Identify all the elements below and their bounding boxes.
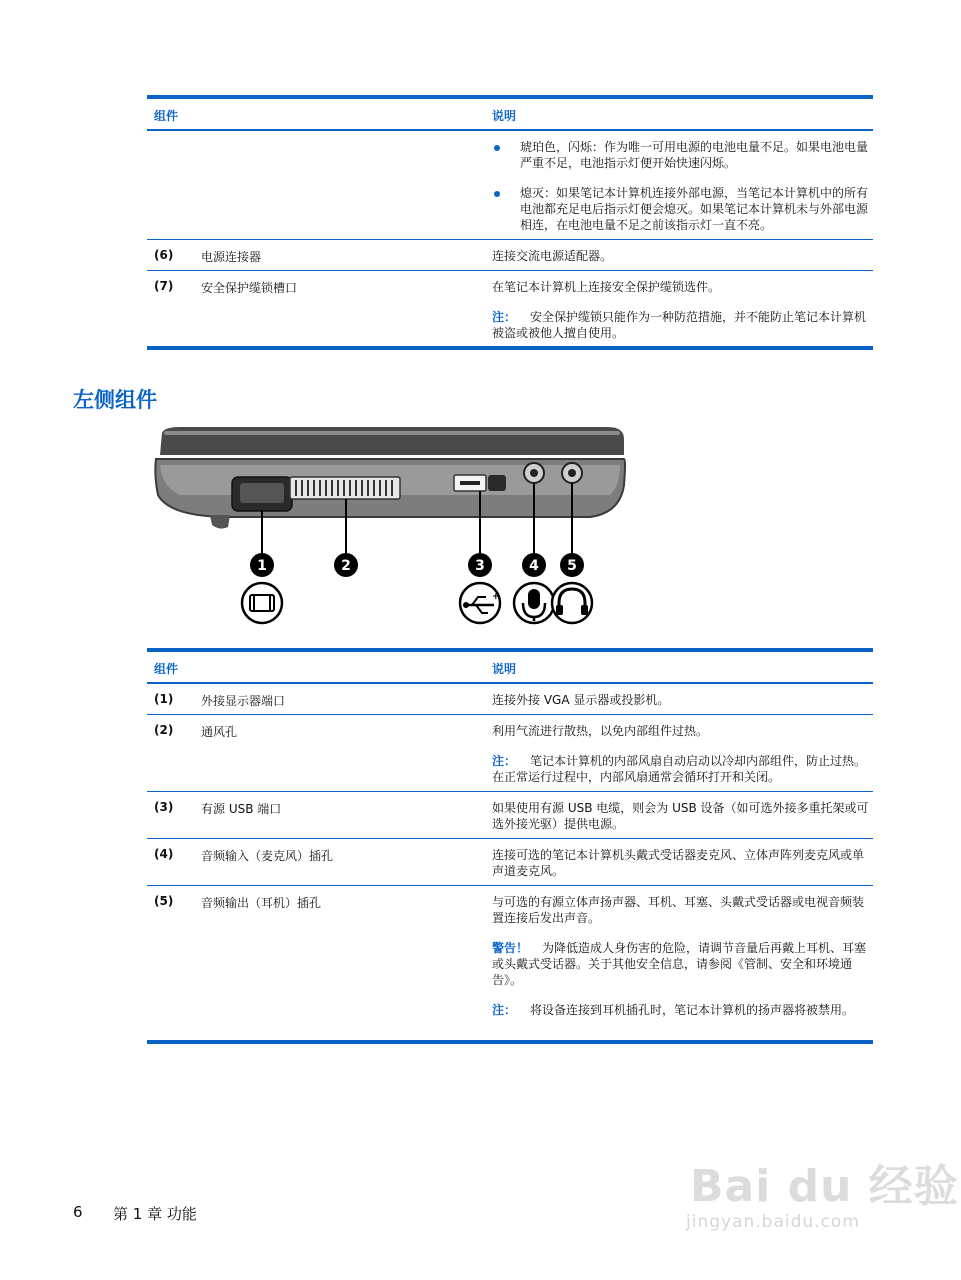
row-desc: 连接交流电源适配器。 <box>492 249 613 263</box>
row-number: (6) <box>154 248 174 262</box>
note-label: 注： <box>492 1003 517 1017</box>
svg-text:3: 3 <box>475 558 485 574</box>
note <box>492 753 870 785</box>
note-text: 笔记本计算机的内部风扇自动启动以冷却内部组件，防止过热。在正常运行过程中，内部风扇通常会循环打开和关闭。 <box>492 754 867 784</box>
list-item: 琥珀色，闪烁：作为唯一可用电源的电池电量不足。如果电池电量严重不足，电池指示灯便开始快速闪烁。 <box>492 139 870 171</box>
section-title: 左侧组件 <box>73 388 157 412</box>
page-number: 6 <box>73 1203 83 1221</box>
note <box>492 1002 870 1018</box>
table-row <box>147 240 873 271</box>
callout-1 <box>250 553 274 577</box>
svg-text:4: 4 <box>529 558 539 574</box>
list-item: 熄灭：如果笔记本计算机连接外部电源，当笔记本计算机中的所有电池都充足电后指示灯便会熄灭。如果笔记本计算机未与外部电源相连，在电池电量不足之前该指示灯一直不亮。 <box>492 185 870 233</box>
header-description: 说明 <box>492 662 517 676</box>
svg-text:5: 5 <box>567 558 577 574</box>
svg-text:+: + <box>492 592 500 602</box>
svg-text:1: 1 <box>257 558 267 574</box>
monitor-port-icon <box>242 583 282 623</box>
usb-icon <box>460 583 500 623</box>
baidu-watermark-url: jingyan.baidu.com <box>686 1212 860 1232</box>
lid-highlight <box>164 431 620 435</box>
table-row <box>147 684 873 715</box>
row-name: 外接显示器端口 <box>201 694 286 708</box>
row-name: 安全保护缆锁槽口 <box>201 281 298 295</box>
row-number: (5) <box>154 894 174 908</box>
headphone-icon <box>552 583 592 623</box>
row-name: 音频输出（耳机）插孔 <box>201 896 322 910</box>
warning <box>492 940 870 988</box>
row-desc: 如果使用有源 USB 电缆，则会为 USB 设备（如可选外接多重托架或可选外接光驱）提供电源。 <box>492 801 869 831</box>
note-text: 安全保护缆锁只能作为一种防范措施，并不能防止笔记本计算机被盗或被他人擅自使用。 <box>492 310 867 340</box>
warning-text: 为降低造成人身伤害的危险，请调节音量后再戴上耳机、耳塞或头戴式受话器。关于其他安全信息，请参阅《管制、安全和环境通告》。 <box>492 941 867 987</box>
row-desc: 与可选的有源立体声扬声器、耳机、耳塞、头戴式受话器或电视音频装置连接后发出声音。 <box>492 895 865 925</box>
table-row <box>147 839 873 886</box>
callout-4 <box>522 553 546 577</box>
left-components-table <box>147 648 873 1044</box>
table-header <box>147 99 873 131</box>
table-row <box>147 715 873 792</box>
microphone-icon <box>514 583 554 623</box>
row-number: (4) <box>154 847 174 861</box>
row-desc: 连接可选的笔记本计算机头戴式受话器麦克风、立体声阵列麦克风或单声道麦克风。 <box>492 848 865 878</box>
table-bottom-rule <box>147 1040 873 1044</box>
table-row <box>147 131 873 240</box>
chapter-title: 第 1 章 功能 <box>113 1205 197 1223</box>
table-bottom-rule <box>147 346 873 350</box>
row-name: 电源连接器 <box>201 250 262 264</box>
laptop-left-side-figure <box>150 425 630 630</box>
table-row <box>147 886 873 1040</box>
bullet-icon <box>494 145 500 151</box>
svg-text:2: 2 <box>341 558 351 574</box>
callout-2 <box>334 553 358 577</box>
callout-5 <box>560 553 584 577</box>
header-description: 说明 <box>492 109 517 123</box>
laptop-foot <box>210 515 230 529</box>
row-number: (1) <box>154 692 174 706</box>
warning-label: 警告！ <box>492 941 529 955</box>
table-row <box>147 271 873 346</box>
row-name: 通风孔 <box>201 725 238 739</box>
callout-3 <box>468 553 492 577</box>
row-number: (2) <box>154 723 174 737</box>
note-label: 注： <box>492 310 517 324</box>
table-header <box>147 652 873 684</box>
row-number: (7) <box>154 279 174 293</box>
row-desc: 利用气流进行散热，以免内部组件过热。 <box>492 724 709 738</box>
bullet-icon <box>494 191 500 197</box>
row-name: 有源 USB 端口 <box>201 802 282 816</box>
row-desc: 在笔记本计算机上连接安全保护缆锁选件。 <box>492 280 721 294</box>
table-row <box>147 792 873 839</box>
row-name: 音频输入（麦克风）插孔 <box>201 849 334 863</box>
top-components-table <box>147 95 873 350</box>
row-desc: 连接外接 VGA 显示器或投影机。 <box>492 693 670 707</box>
baidu-watermark-logo: Bai du 经验 <box>690 1161 959 1212</box>
row-number: (3) <box>154 800 174 814</box>
header-component: 组件 <box>154 109 179 123</box>
note-label: 注： <box>492 754 517 768</box>
header-component: 组件 <box>154 662 179 676</box>
note <box>492 309 870 341</box>
note-text: 将设备连接到耳机插孔时，笔记本计算机的扬声器将被禁用。 <box>530 1003 855 1017</box>
